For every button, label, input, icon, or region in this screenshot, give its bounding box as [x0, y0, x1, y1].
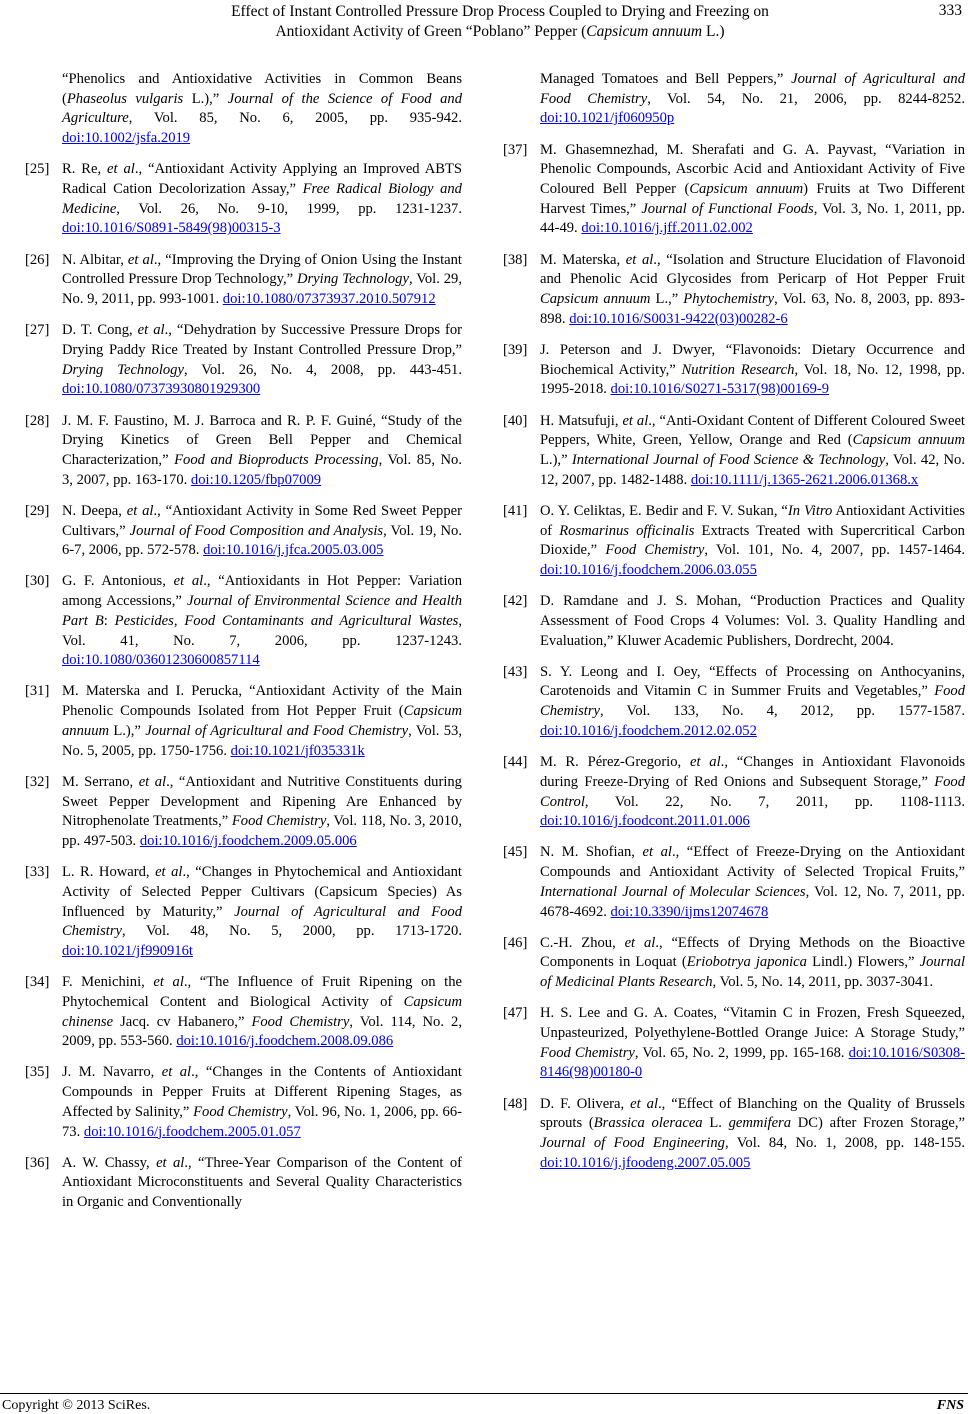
reference-text: ., “Effects of Drying Methods on the Bioactive Components in Loquat (: [540, 934, 965, 971]
reference-italic-text: Journal of the Science of Food and Agriculture: [62, 90, 462, 127]
reference-italic-text: Eriobotrya japonica: [686, 954, 807, 971]
reference-text: ., “Antioxidant Activity Applying an Improved ABTS Radical Cation Decolorization Assay,”: [62, 161, 462, 198]
reference-number: [48]: [503, 1095, 528, 1112]
doi-link[interactable]: doi:10.1016/j.foodchem.2012.02.052: [540, 722, 757, 739]
reference-number: [36]: [25, 1154, 50, 1171]
reference-italic-text: Journal of Food Composition and Analysis: [129, 522, 384, 539]
reference-number: [37]: [503, 141, 528, 158]
reference-text: , Vol. 12, No. 7, 2011, pp. 4678-4692.: [540, 883, 965, 920]
reference-italic-text: Nutrition Research: [681, 361, 795, 378]
reference-italic-text: et al: [126, 502, 154, 519]
reference-number: [27]: [25, 322, 50, 339]
running-header: [150, 2, 850, 42]
reference-entry: [503, 934, 965, 993]
reference-italic-text: Journal of Agricultural and Food Chemistry: [62, 903, 463, 940]
reference-text: M. Ghasemnezhad, M. Sherafati and G. A. Payvast, “Variation in Phenolic Compounds, Ascorbic Acid and Antioxidant Activity of Five Coloured Bell Pepper (: [540, 141, 965, 198]
reference-italic-text: Journal of Environmental Science and Health Part B: [62, 593, 463, 629]
reference-italic-text: Drying Technology: [296, 271, 409, 288]
doi-link[interactable]: doi:10.1016/j.jfoodeng.2007.05.005: [540, 1154, 751, 1171]
reference-number: [30]: [25, 573, 50, 590]
reference-italic-text: et al: [161, 1064, 192, 1081]
reference-text: L.: [702, 1115, 729, 1132]
reference-text: , Vol. 54, No. 21, 2006, pp. 8244-8252.: [647, 90, 965, 107]
reference-text: , Vol. 53, No. 5, 2005, pp. 1750-1756.: [62, 722, 462, 759]
reference-italic-text: et al: [107, 161, 135, 178]
reference-text: Antioxidant Activities of: [540, 502, 965, 539]
reference-text: , Vol. 41, No. 7, 2006, pp. 1237-1243.: [62, 612, 463, 649]
reference-text: , Vol. 101, No. 4, 2007, pp. 1457-1464.: [704, 542, 965, 559]
reference-italic-text: Capsicum annuum: [540, 291, 651, 308]
reference-italic-text: Brassica oleracea: [593, 1115, 703, 1132]
reference-entry: [25, 773, 462, 852]
reference-italic-text: In Vitro: [787, 502, 833, 519]
reference-entry: [503, 412, 965, 491]
reference-text: M. Serrano,: [62, 773, 139, 790]
reference-text: DC) after Frozen Storage,”: [791, 1115, 965, 1132]
reference-text: S. Y. Leong and I. Oey, “Effects of Processing on Anthocyanins, Carotenoids and Vitamin C in Summer Fruits and Vegetables,”: [540, 663, 965, 700]
reference-number: [38]: [503, 251, 528, 268]
reference-text: H. S. Lee and G. A. Coates, “Vitamin C in Frozen, Fresh Squeezed, Unpasteurized, Polyethylene-Bottled Orange Juice: A Storage Study,”: [540, 1005, 965, 1042]
reference-italic-text: Food Chemistry: [231, 813, 327, 830]
reference-entry: [503, 592, 965, 651]
reference-number: [28]: [25, 412, 50, 429]
reference-entry: [25, 412, 462, 491]
reference-text: ., “Antioxidant and Nutritive Constituents during Sweet Pepper Development and Ripening Are Enhanced by Nitrophenolate Treatments,”: [62, 773, 462, 830]
reference-text: ., “The Influence of Fruit Ripening on the Phytochemical Content and Biological Activity of: [62, 974, 462, 1010]
reference-text: , Vol. 48, No. 5, 2000, pp. 1713-1720.: [122, 923, 462, 940]
reference-number: [39]: [503, 341, 528, 358]
reference-italic-text: et al: [642, 844, 672, 861]
reference-italic-text: et al: [173, 573, 204, 590]
reference-text: , Vol. 118, No. 3, 2010, pp. 497-503.: [62, 813, 462, 849]
reference-text: , Vol. 84, No. 1, 2008, pp. 148-155.: [724, 1135, 965, 1152]
reference-text: M. Materska,: [540, 251, 626, 268]
reference-entry: [503, 141, 965, 240]
reference-text: ., “Dehydration by Successive Pressure Drops for Drying Paddy Rice Treated by Instant Controlled Pressure Drop,”: [62, 322, 463, 358]
reference-italic-text: Phytochemistry: [683, 291, 775, 308]
reference-text: ., “Improving the Drying of Onion Using the Instant Controlled Pressure Drop Technology,”: [62, 251, 462, 288]
reference-entry: [503, 1095, 965, 1174]
reference-text: ., “Changes in Phytochemical and Antioxidant Activity of Selected Pepper Cultivars (Capsicum Species) As Influenced by Maturity,”: [62, 864, 462, 920]
page-number: 333: [938, 2, 962, 19]
reference-italic-text: Phaseolus vulgaris: [66, 90, 184, 107]
reference-number: [40]: [503, 412, 528, 429]
doi-link[interactable]: doi:10.1016/j.foodchem.2008.09.086: [176, 1033, 394, 1050]
reference-italic-text: Free Radical Biology and Medicine: [62, 181, 462, 217]
reference-entry: [503, 753, 965, 832]
reference-italic-text: et al: [127, 251, 154, 268]
reference-entry: [25, 321, 462, 400]
doi-link[interactable]: doi:10.1080/03601230600857114: [62, 652, 260, 669]
reference-italic-text: Food Chemistry: [605, 542, 705, 559]
reference-italic-text: Capsicum annuum: [62, 703, 462, 739]
reference-text: O. Y. Celiktas, E. Bedir and F. V. Sukan, “: [540, 502, 788, 519]
footer-copyright: Copyright © 2013 SciRes.: [2, 1398, 151, 1413]
reference-italic-text: International Journal of Molecular Sciences: [540, 883, 806, 900]
reference-entry: [25, 973, 462, 1052]
reference-italic-text: et al: [625, 251, 654, 268]
reference-text: Jacq. cv Habanero,”: [113, 1013, 252, 1030]
reference-text: , Vol. 96, No. 1, 2006, pp. 66-73.: [62, 1103, 462, 1140]
reference-number: [33]: [25, 864, 50, 881]
doi-link[interactable]: doi:10.1016/j.foodchem.2005.01.057: [83, 1123, 301, 1140]
doi-link[interactable]: doi:10.1016/j.foodchem.2009.05.006: [139, 832, 357, 849]
reference-text: , Vol. 65, No. 2, 1999, pp. 165-168.: [634, 1044, 849, 1061]
reference-italic-text: Food Chemistry: [251, 1013, 350, 1030]
reference-number: [47]: [503, 1005, 528, 1022]
header-title-part: Capsicum annuum: [586, 23, 703, 40]
reference-entry: [25, 1154, 462, 1213]
reference-italic-text: Capsicum annuum: [689, 181, 804, 198]
reference-text: C.-H. Zhou,: [540, 934, 625, 951]
reference-italic-text: Journal of Agricultural and Food Chemistry: [145, 722, 409, 739]
reference-text: , Vol. 22, No. 7, 2011, pp. 1108-1113.: [584, 793, 965, 810]
reference-entry: [503, 341, 965, 400]
reference-text: A. W. Chassy,: [62, 1154, 157, 1171]
reference-text: ., “Changes in Antioxidant Flavonoids during Freeze-Drying of Red Onions and Subsequent Storage,”: [540, 754, 965, 790]
reference-entry: [503, 70, 965, 129]
doi-link[interactable]: doi:10.1016/j.foodcont.2011.01.006: [540, 813, 750, 830]
reference-number: [26]: [25, 251, 50, 268]
doi-link[interactable]: doi:10.1016/j.jfca.2005.03.005: [203, 542, 384, 559]
reference-entry: [503, 843, 965, 922]
reference-italic-text: et al: [155, 864, 183, 881]
reference-text: ., “Changes in the Contents of Antioxidant Compounds in Pepper Fruits at Different Ripening Stages, as Affected by Salinity,”: [62, 1064, 462, 1120]
reference-number: [29]: [25, 502, 50, 519]
reference-italic-text: et al: [153, 974, 184, 991]
reference-text: , Vol. 18, No. 12, 1998, pp. 1995-2018.: [540, 361, 965, 398]
reference-text: , Vol. 85, No. 6, 2005, pp. 935-942.: [128, 110, 462, 127]
doi-link[interactable]: doi:10.1021/jf035331k: [230, 742, 365, 759]
reference-entry: [25, 572, 462, 671]
reference-italic-text: Food Chemistry: [540, 683, 965, 720]
reference-entry: [25, 682, 462, 761]
reference-text: F. Menichini,: [62, 974, 154, 991]
reference-text: J. M. F. Faustino, M. J. Barroca and R. P. F. Guiné, “Study of the Drying Kinetics of Green Bell Pepper and Chemical Characterization,”: [62, 412, 462, 468]
doi-link[interactable]: doi:10.1002/jsfa.2019: [62, 130, 191, 147]
reference-text: G. F. Antonious,: [62, 573, 174, 590]
reference-italic-text: et al: [630, 1095, 659, 1112]
doi-link[interactable]: doi:10.1016/S0891-5849(98)00315-3: [62, 220, 281, 237]
doi-link[interactable]: doi:10.1111/j.1365-2621.2006.01368.x: [690, 471, 919, 488]
reference-entry: [25, 160, 462, 239]
reference-text: ) Fruits at Two Different Harvest Times,”: [540, 181, 965, 217]
reference-italic-text: et al: [137, 322, 165, 339]
reference-italic-text: International Journal of Food Science & Technology: [571, 451, 886, 468]
reference-text: D. T. Cong,: [62, 322, 138, 339]
reference-text: R. Re,: [62, 161, 108, 178]
reference-italic-text: Rosmarinus officinalis: [559, 522, 695, 539]
reference-text: H. Matsufuji,: [540, 412, 623, 429]
doi-link[interactable]: doi:10.1016/S0031-9422(03)00282-6: [569, 310, 788, 327]
reference-italic-text: Food and Bioproducts Processing: [174, 451, 379, 468]
reference-text: , Vol. 133, No. 4, 2012, pp. 1577-1587.: [600, 703, 965, 720]
reference-text: , Vol. 85, No. 3, 2007, pp. 163-170.: [62, 451, 462, 488]
doi-link[interactable]: doi:10.1016/j.jff.2011.02.002: [581, 220, 753, 237]
reference-text: D. Ramdane and J. S. Mohan, “Production Practices and Quality Assessment of Food Crops 4 Volumes: Vol. 3. Quality Handling and Evaluation,” Kluwer Academic Publishers, Dordrecht, 2004.: [540, 593, 965, 649]
reference-italic-text: Pesticides: [114, 612, 174, 629]
reference-entry: [25, 1063, 462, 1142]
reference-text: “Phenolics and Antioxidative Activities in Common Beans (: [62, 71, 462, 107]
reference-text: , Vol. 114, No. 2, 2009, pp. 553-560.: [62, 1013, 463, 1050]
reference-text: , Vol. 26, No. 9-10, 1999, pp. 1231-1237.: [116, 200, 462, 217]
reference-italic-text: Food Chemistry: [540, 1044, 635, 1061]
reference-entry: [25, 251, 462, 310]
header-title-part: Antioxidant Activity of Green “Poblano” Pepper (: [275, 23, 587, 40]
doi-link[interactable]: doi:10.1205/fbp07009: [190, 471, 322, 488]
reference-text: , Vol. 3, No. 1, 2011, pp. 44-49.: [540, 200, 965, 237]
reference-number: [35]: [25, 1064, 50, 1081]
reference-text: L.,”: [650, 291, 684, 308]
reference-italic-text: Food Contaminants and Agricultural Wastes: [184, 612, 459, 629]
reference-text: Extracts Treated with Supercritical Carbon Dioxide,”: [540, 522, 965, 559]
reference-text: Lindl.) Flowers,”: [806, 954, 920, 971]
reference-entry: [503, 251, 965, 330]
reference-text: ., “Effect of Blanching on the Quality of Brussels sprouts (: [540, 1095, 965, 1132]
reference-text: J. M. Navarro,: [62, 1064, 162, 1081]
reference-text: , Vol. 19, No. 6-7, 2006, pp. 572-578.: [62, 522, 462, 559]
reference-text: N. Deepa,: [62, 502, 127, 519]
reference-text: N. M. Shofian,: [540, 844, 643, 861]
reference-italic-text: gemmifera: [728, 1115, 792, 1132]
reference-text: ., “Anti-Oxidant Content of Different Coloured Sweet Peppers, White, Green, Yellow, Orange and Red (: [540, 412, 965, 449]
header-title-line2: [150, 22, 850, 42]
reference-number: [46]: [503, 934, 528, 951]
reference-number: [43]: [503, 663, 528, 680]
reference-entry: [503, 502, 965, 581]
reference-entry: [503, 663, 965, 742]
header-title-line1: Effect of Instant Controlled Pressure Drop Process Coupled to Drying and Freezing on: [231, 3, 769, 20]
reference-entry: [25, 863, 462, 962]
reference-number: [44]: [503, 754, 528, 771]
reference-italic-text: Drying Technology: [62, 361, 184, 378]
reference-text: L.),”: [540, 451, 572, 468]
reference-number: [42]: [503, 593, 528, 610]
reference-italic-text: Food Chemistry: [193, 1103, 288, 1120]
reference-italic-text: Journal of Food Engineering: [540, 1135, 725, 1152]
reference-text: , Vol. 5, No. 14, 2011, pp. 3037-3041.: [712, 974, 934, 991]
reference-number: [34]: [25, 974, 50, 991]
references-right-column: [503, 70, 965, 1185]
footer-journal: FNS: [936, 1398, 964, 1413]
reference-number: [32]: [25, 773, 50, 790]
reference-italic-text: Journal of Agricultural and Food Chemistry: [540, 71, 966, 107]
references-left-column: [25, 70, 462, 1224]
reference-italic-text: Journal of Medicinal Plants Research: [540, 954, 965, 991]
reference-italic-text: Journal of Functional Foods: [641, 200, 814, 217]
reference-text: L. R. Howard,: [62, 864, 156, 881]
reference-text: :: [103, 612, 115, 629]
reference-entry: [503, 1004, 965, 1083]
doi-link[interactable]: doi:10.1016/S0271-5317(98)00169-9: [610, 381, 830, 398]
reference-number: [41]: [503, 502, 528, 519]
reference-italic-text: et al: [138, 773, 167, 790]
reference-italic-text: Capsicum chinense: [62, 993, 462, 1030]
reference-text: ., “Antioxidant Activity in Some Red Sweet Pepper Cultivars,”: [62, 502, 462, 539]
reference-text: J. Peterson and J. Dwyer, “Flavonoids: Dietary Occurrence and Biochemical Activity,”: [540, 341, 965, 378]
reference-text: , Vol. 26, No. 4, 2008, pp. 443-451.: [183, 361, 462, 378]
doi-link[interactable]: doi:10.1016/j.foodchem.2006.03.055: [540, 561, 757, 578]
reference-italic-text: et al: [689, 754, 721, 771]
reference-italic-text: Capsicum annuum: [852, 432, 965, 449]
reference-number: [31]: [25, 683, 50, 700]
reference-text: , Vol. 42, No. 12, 2007, pp. 1482-1488.: [540, 451, 966, 488]
reference-text: D. F. Olivera,: [540, 1095, 631, 1112]
reference-entry: [25, 70, 462, 149]
reference-italic-text: Food Control: [540, 773, 965, 810]
doi-link[interactable]: doi:10.1080/07373937.2010.507912: [222, 291, 436, 308]
reference-text: , Vol. 63, No. 8, 2003, pp. 893-898.: [540, 291, 965, 327]
reference-text: ., “Three-Year Comparison of the Content of Antioxidant Microconstituents and Several Quality Characteristics in Organic and Conventionally: [62, 1154, 462, 1211]
footer-divider: [0, 1393, 968, 1394]
reference-number: [25]: [25, 161, 50, 178]
header-title-part: L.): [702, 23, 725, 40]
doi-link[interactable]: doi:10.1016/S0308-8146(98)00180-0: [540, 1044, 965, 1081]
reference-number: [45]: [503, 844, 528, 861]
reference-text: , Vol. 29, No. 9, 2011, pp. 993-1001.: [62, 271, 462, 308]
reference-italic-text: et al: [622, 412, 649, 429]
reference-entry: [25, 502, 462, 561]
reference-text: M. R. Pérez-Gregorio,: [540, 754, 690, 771]
doi-link[interactable]: doi:10.1021/jf060950p: [540, 110, 675, 127]
reference-text: M. Materska and I. Perucka, “Antioxidant Activity of the Main Phenolic Compounds Isolated from Hot Pepper Fruit (: [62, 683, 462, 720]
reference-text: ,: [173, 612, 185, 629]
reference-text: ., “Antioxidants in Hot Pepper: Variation among Accessions,”: [62, 573, 462, 610]
reference-italic-text: et al: [624, 934, 656, 951]
reference-text: ., “Isolation and Structure Elucidation of Flavonoid and Phenolic Acid Glycosides from Pericarp of Hot Pepper Fruit: [540, 251, 965, 288]
doi-link[interactable]: doi:10.1080/07373930801929300: [62, 381, 261, 398]
reference-text: N. Albitar,: [62, 251, 128, 268]
reference-text: Managed Tomatoes and Bell Peppers,”: [540, 71, 792, 87]
doi-link[interactable]: doi:10.3390/ijms12074678: [610, 903, 769, 920]
reference-text: L.),”: [183, 90, 228, 107]
doi-link[interactable]: doi:10.1021/jf990916t: [62, 942, 193, 959]
reference-italic-text: et al: [156, 1154, 185, 1171]
reference-text: L.),”: [109, 722, 146, 739]
reference-text: ., “Effect of Freeze-Drying on the Antioxidant Compounds and Antioxidant Activity of Selected Tropical Fruits,”: [540, 844, 965, 881]
